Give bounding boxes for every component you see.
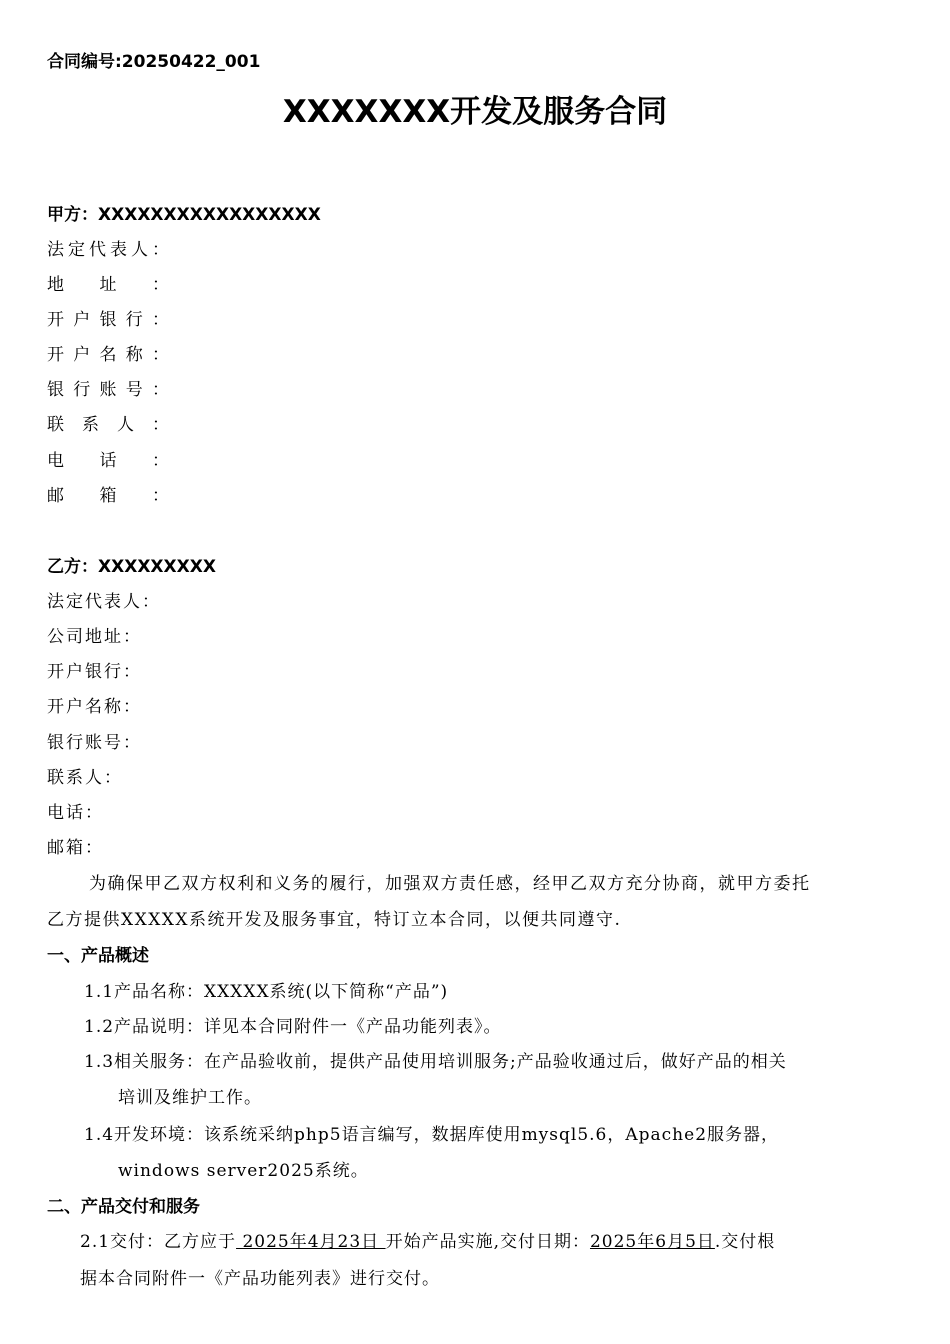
party-b-account-name: 开户名称： xyxy=(47,697,142,717)
party-b-email: 邮箱： xyxy=(47,838,104,858)
section-2-item-1-line-2: 据本合同附件一《产品功能列表》进行交付。 xyxy=(80,1269,440,1289)
delivery-prefix: 2.1交付：乙方应于 xyxy=(80,1232,237,1252)
party-b-address: 公司地址： xyxy=(47,627,142,647)
preamble-line-1: 为确保甲乙双方权利和义务的履行，加强双方责任感，经甲乙双方充分协商，就甲方委托 xyxy=(89,874,811,894)
party-b-account-number: 银行账号： xyxy=(47,733,142,753)
delivery-mid: 开始产品实施,交付日期： xyxy=(385,1232,590,1252)
party-a-email: 邮箱： xyxy=(47,486,171,506)
party-a-account-name: 开户名称： xyxy=(47,345,171,365)
party-b-contact: 联系人： xyxy=(47,768,123,788)
section-1-item-4-line-1: 1.4开发环境：该系统采纳php5语言编写，数据库使用mysql5.6，Apache2服务器， xyxy=(84,1125,780,1145)
party-a-heading: 甲方：XXXXXXXXXXXXXXXXX xyxy=(47,205,321,225)
party-b-legal-rep: 法定代表人： xyxy=(47,592,161,612)
section-1-item-3-line-1: 1.3相关服务：在产品验收前，提供产品使用培训服务;产品验收通过后，做好产品的相关 xyxy=(84,1052,787,1072)
section-2-heading: 二、产品交付和服务 xyxy=(47,1197,200,1217)
delivery-date: 2025年6月5日 xyxy=(589,1232,715,1252)
party-a-account-number: 银行账号： xyxy=(47,380,171,400)
party-a-legal-rep: 法定代表人： xyxy=(47,240,171,260)
section-1-item-4-line-2: windows server2025系统。 xyxy=(118,1161,369,1181)
section-1-item-1: 1.1产品名称：XXXXX系统(以下简称“产品”) xyxy=(84,982,449,1002)
party-a-bank: 开户银行： xyxy=(47,310,171,330)
party-a-phone: 电话： xyxy=(47,451,171,471)
party-a-address: 地址： xyxy=(47,275,171,295)
implementation-start-date: 2025年4月23日 xyxy=(236,1232,386,1252)
section-1-heading: 一、产品概述 xyxy=(47,946,149,966)
section-1-item-2: 1.2产品说明：详见本合同附件一《产品功能列表》。 xyxy=(84,1017,502,1037)
section-2-item-1-line-1 xyxy=(80,1231,775,1253)
party-a-contact: 联系人： xyxy=(47,415,171,435)
contract-number: 合同编号:20250422_001 xyxy=(47,52,261,72)
party-b-phone: 电话： xyxy=(47,803,104,823)
section-1-item-3-line-2: 培训及维护工作。 xyxy=(118,1088,262,1108)
preamble-line-2: 乙方提供XXXXX系统开发及服务事宜，特订立本合同，以便共同遵守. xyxy=(47,910,622,930)
party-b-heading: 乙方：XXXXXXXXX xyxy=(47,557,216,577)
delivery-suffix: .交付根 xyxy=(714,1232,776,1252)
party-b-bank: 开户银行： xyxy=(47,662,142,682)
contract-title: XXXXXXX开发及服务合同 xyxy=(282,94,668,130)
